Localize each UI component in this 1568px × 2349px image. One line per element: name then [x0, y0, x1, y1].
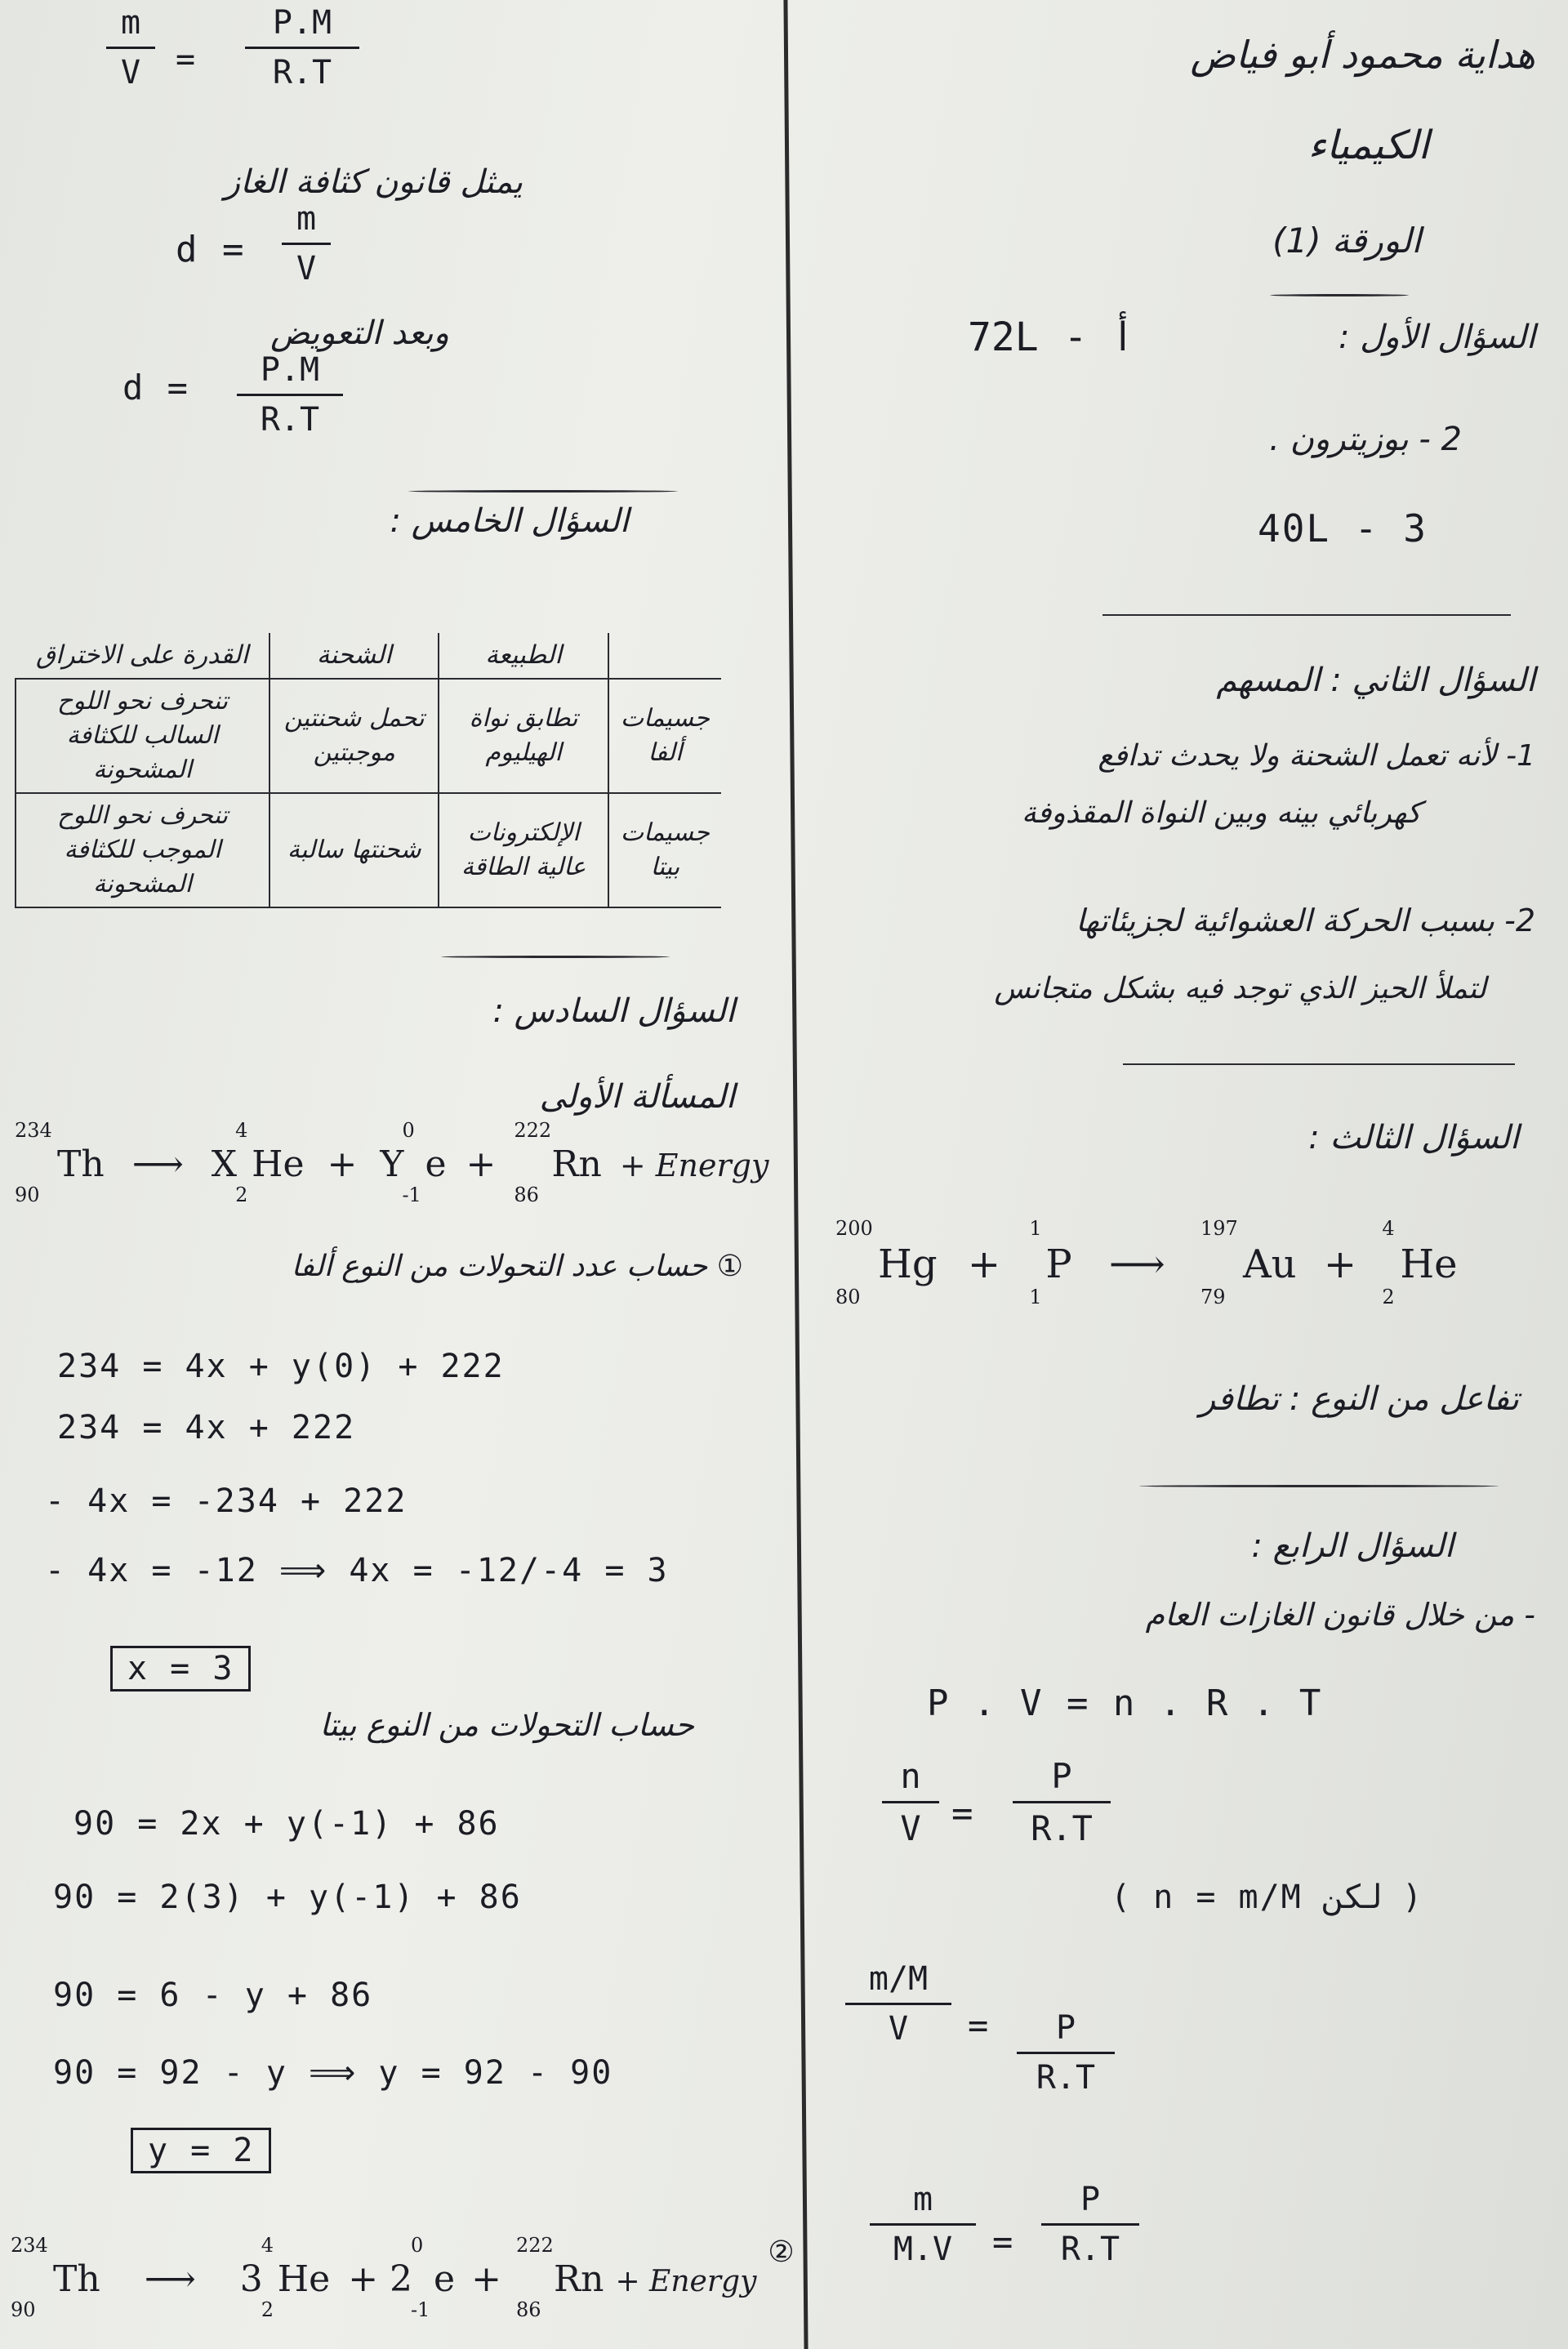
q2-answer-1-line-1: 1- لأنه تعمل الشحنة ولا يحدث تدافع	[1098, 739, 1535, 773]
q1-answer-2: 2 - بوزيترون .	[1269, 421, 1462, 458]
table-header	[608, 633, 721, 679]
table-header-row	[16, 633, 721, 679]
beta-line-2: 90 = 2(3) + y(-1) + 86	[53, 1879, 522, 1916]
alpha-line-2: 234 = 4x + 222	[57, 1409, 356, 1446]
q3-nuclear-reaction: 200 80 Hg + 1 1 P ⟶ 197 79 Au + 4 2 He	[835, 1217, 1458, 1308]
q2-title: السؤال الثاني : المسهم	[1216, 662, 1535, 699]
step-2-label: حساب التحولات من النوع بيتا	[319, 1707, 694, 1743]
density-fraction: m V	[282, 200, 331, 287]
radon-isotope: 222 86 Rn	[515, 2234, 604, 2321]
density-final-lhs: d =	[122, 368, 189, 408]
q6-title: السؤال السادس :	[492, 992, 735, 1030]
top-fraction-pm-over-rt: P.M R.T	[245, 4, 359, 91]
ideal-gas-equation: P . V = n . R . T	[927, 1683, 1323, 1724]
alpha-line-4: - 4x = -12 ⟹ 4x = -12/-4 = 3	[45, 1552, 669, 1589]
fraction-p-over-rt: P R.T	[1013, 1756, 1111, 1848]
underline	[441, 956, 670, 958]
q1-title: السؤال الأول :	[1338, 319, 1535, 356]
q1-answer-3: 3 - 40L	[1258, 506, 1428, 550]
student-name: هداية محمود أبو فياض	[1190, 33, 1535, 77]
helium-isotope: 4 2 He	[261, 2234, 331, 2321]
table-row	[16, 679, 721, 793]
x-result: x = 3	[110, 1646, 251, 1692]
equals-sign: =	[176, 41, 198, 78]
table-cell: تطابق نواة الهيليوم	[439, 679, 608, 793]
divider	[1102, 614, 1511, 616]
reaction-arrow: ⟶	[131, 1143, 184, 1185]
table-cell: جسيمات ألفا	[608, 679, 721, 793]
table-cell: الإلكترونات عالية الطاقة	[439, 793, 608, 907]
y-result: y = 2	[131, 2128, 271, 2173]
right-column	[804, 0, 1568, 2349]
q2-answer-2-line-1: 2- بسبب الحركة العشوائية لجزيئاتها	[1076, 903, 1535, 938]
density-law-label: يمثل قانون كثافة الغاز	[224, 163, 523, 201]
paper-number: الورقة (1)	[1272, 221, 1421, 261]
fraction-p-over-rt-2: P R.T	[1017, 2009, 1115, 2097]
fraction-n-over-v: n V	[882, 1756, 939, 1848]
density-final-fraction: P.M R.T	[237, 351, 343, 439]
table-cell: تنحرف نحو اللوح السالب للكثافة المشحونة	[16, 679, 270, 793]
gold-isotope: 197 79 Au	[1200, 1217, 1297, 1308]
table-row	[16, 793, 721, 907]
table-header: الطبيعة	[439, 633, 608, 679]
fraction-p-over-rt-3: P R.T	[1041, 2181, 1139, 2268]
table-header: القدرة على الاختراق	[16, 633, 270, 679]
fraction-m-over-mv: m/M V	[845, 1960, 951, 2048]
thorium-isotope: 234 90 Th	[15, 1119, 105, 1206]
reaction-arrow: ⟶	[144, 2258, 196, 2300]
substitution-label: وبعد التعويض	[270, 314, 449, 352]
substitution-note: ( n = m/M لكن )	[1111, 1879, 1424, 1916]
q5-title: السؤال الخامس :	[390, 502, 629, 540]
problem-1-label: المسألة الأولى	[539, 1078, 735, 1116]
q1-answer-1: أ - 72L	[968, 314, 1135, 360]
x-result-box	[110, 1650, 251, 1687]
step-2-marker: ②	[768, 2235, 795, 2269]
helium-isotope: 4 2 He	[1382, 1217, 1458, 1308]
electron: 0 -1 e	[411, 2234, 456, 2321]
equals-sign: =	[992, 2222, 1015, 2262]
proton: 1 1 P	[1029, 1217, 1072, 1308]
beta-line-1: 90 = 2x + y(-1) + 86	[74, 1805, 500, 1843]
q2-answer-1-line-2: كهربائي بينه وبين النواة المقذوفة	[1021, 796, 1421, 830]
top-fraction-m-over-v: m V	[106, 4, 155, 91]
underline	[408, 490, 678, 493]
fraction-m-over-m-dot-v: m M.V	[870, 2181, 976, 2268]
reaction-arrow: ⟶	[1108, 1241, 1165, 1287]
beta-line-3: 90 = 6 - y + 86	[53, 1977, 373, 2014]
step-1-label: ① حساب عدد التحولات من النوع ألفا	[291, 1250, 743, 1283]
y-result-box	[131, 2132, 271, 2169]
q2-answer-2-line-2: لتملأ الحيز الذي توجد فيه بشكل متجانس	[994, 972, 1486, 1005]
alpha-line-3: - 4x = -234 + 222	[45, 1482, 408, 1520]
table-cell: تحمل شحنتين موجبتين	[270, 679, 439, 793]
helium-isotope: 4 2 He	[235, 1119, 305, 1206]
table-cell: تنحرف نحو اللوح الموجب للكثافة المشحونة	[16, 793, 270, 907]
alpha-line-1: 234 = 4x + y(0) + 222	[57, 1348, 505, 1385]
table-cell: شحنتها سالبة	[270, 793, 439, 907]
beta-line-4: 90 = 92 - y ⟹ y = 92 - 90	[53, 2054, 613, 2092]
equals-sign: =	[951, 1793, 975, 1834]
electron: 0 -1 e	[402, 1119, 447, 1206]
q4-intro: - من خلال قانون الغازات العام	[1145, 1597, 1535, 1633]
final-decay-equation: 234 90 Th ⟶ 3 4 2 He + 2 0 -1 e + 222 86 Rn + Energy ②	[11, 2234, 795, 2321]
divider	[1139, 1485, 1499, 1487]
divider	[1123, 1063, 1515, 1065]
thorium-decay-equation: 234 90 Th ⟶ X 4 2 He + Y 0 -1 e + 222 86 Rn + Energy	[15, 1119, 769, 1206]
mercury-isotope: 200 80 Hg	[835, 1217, 938, 1308]
density-lhs: d =	[176, 229, 246, 270]
subject-title: الكيمياء	[1307, 123, 1429, 168]
radon-isotope: 222 86 Rn	[514, 1119, 602, 1206]
q3-title: السؤال الثالث :	[1308, 1119, 1519, 1157]
alpha-beta-comparison-table	[15, 633, 721, 908]
underline	[1270, 294, 1409, 296]
thorium-isotope: 234 90 Th	[11, 2234, 100, 2321]
table-cell: جسيمات بيتا	[608, 793, 721, 907]
table-header: الشحنة	[270, 633, 439, 679]
q4-title: السؤال الرابع :	[1251, 1527, 1454, 1565]
equals-sign: =	[968, 2005, 991, 2045]
q3-answer: تفاعل من النوع : تطافر	[1199, 1380, 1519, 1418]
